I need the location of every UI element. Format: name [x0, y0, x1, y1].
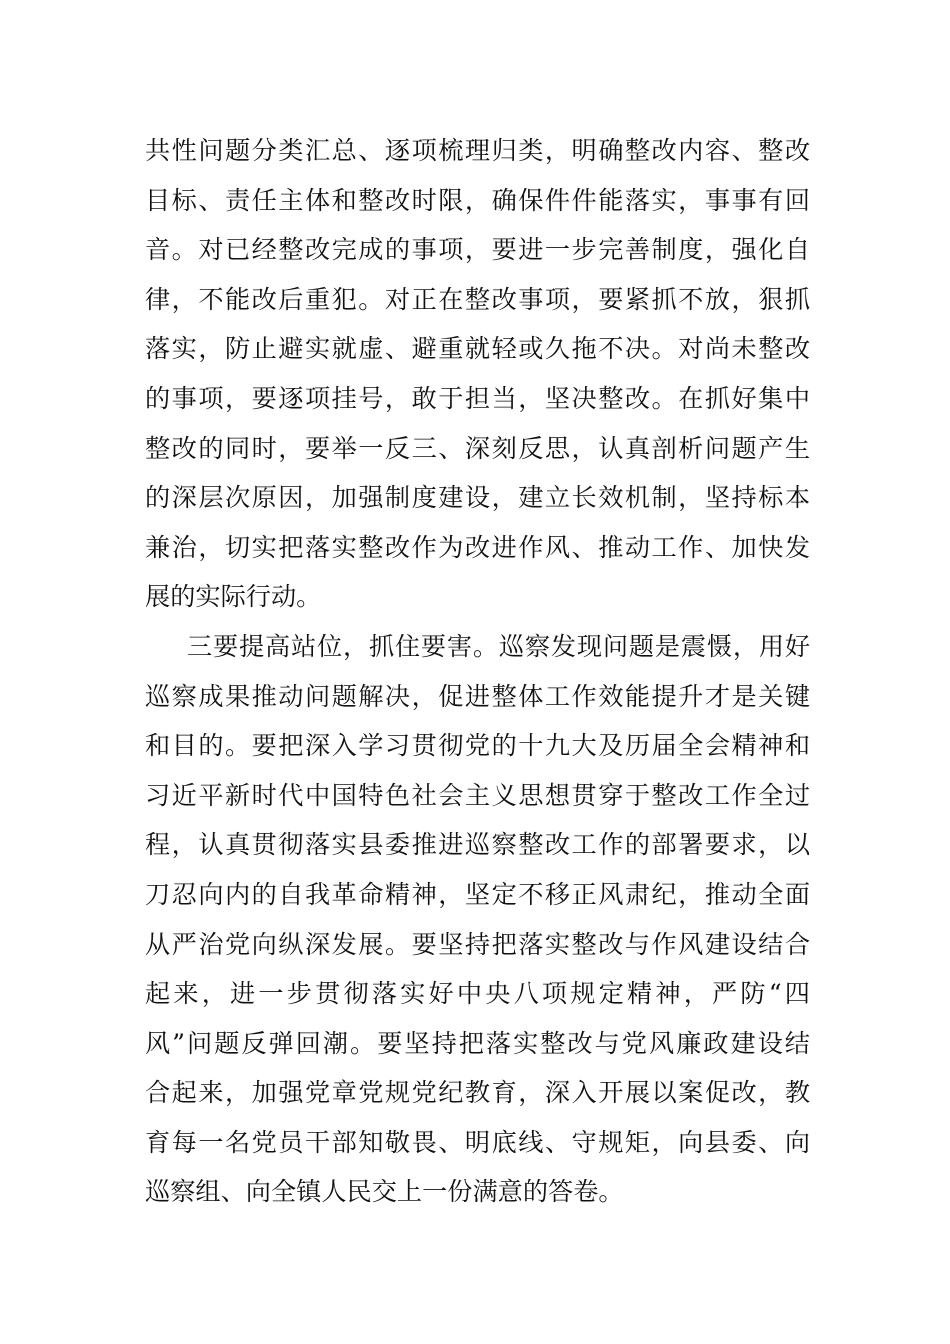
text-line: 音。对已经整改完成的事项，要进一步完善制度，强化自 [145, 235, 810, 265]
text-line: 兼治，切实把落实整改作为改进作风、推动工作、加快发 [145, 532, 810, 562]
text-line: 的事项，要逐项挂号，敢于担当，坚决整改。在抓好集中 [145, 383, 810, 413]
text-line: 起来，进一步贯彻落实好中央八项规定精神，严防“四 [145, 979, 810, 1009]
paragraph-end-line: 展的实际行动。 [145, 582, 322, 612]
body-text [145, 126, 810, 1217]
text-line: 巡察成果推动问题解决，促进整体工作效能提升才是关键 [145, 681, 810, 711]
text-line: 合起来，加强党章党规党纪教育，深入开展以案促改，教 [145, 1078, 810, 1108]
text-line: 共性问题分类汇总、逐项梳理归类，明确整改内容、整改 [145, 136, 810, 165]
text-line: 从严治党向纵深发展。要坚持把落实整改与作风建设结合 [145, 929, 810, 959]
text-line: 和目的。要把深入学习贯彻党的十九大及历届全会精神和 [145, 731, 810, 761]
paragraph-start-line: 三要提高站位，抓住要害。巡察发现问题是震慑，用好 [187, 631, 810, 661]
text-line: 落实，防止避实就虚、避重就轻或久拖不决。对尚未整改 [145, 334, 810, 364]
paragraph-end-line: 巡察组、向全镇人民交上一份满意的答卷。 [145, 1177, 624, 1207]
text-line: 律，不能改后重犯。对正在整改事项，要紧抓不放，狠抓 [145, 284, 810, 314]
text-line: 的深层次原因，加强制度建设，建立长效机制，坚持标本 [145, 483, 810, 513]
text-line: 刀忍向内的自我革命精神，坚定不移正风肃纪，推动全面 [145, 879, 810, 909]
text-line: 风”问题反弹回潮。要坚持把落实整改与党风廉政建设结 [145, 1028, 810, 1058]
text-line: 习近平新时代中国特色社会主义思想贯穿于整改工作全过 [145, 780, 810, 810]
text-line: 程，认真贯彻落实县委推进巡察整改工作的部署要求，以 [145, 830, 810, 860]
text-line: 育每一名党员干部知敬畏、明底线、守规矩，向县委、向 [145, 1127, 810, 1157]
text-line: 目标、责任主体和整改时限，确保件件能落实，事事有回 [145, 185, 810, 215]
text-line: 整改的同时，要举一反三、深刻反思，认真剖析问题产生 [145, 433, 810, 463]
